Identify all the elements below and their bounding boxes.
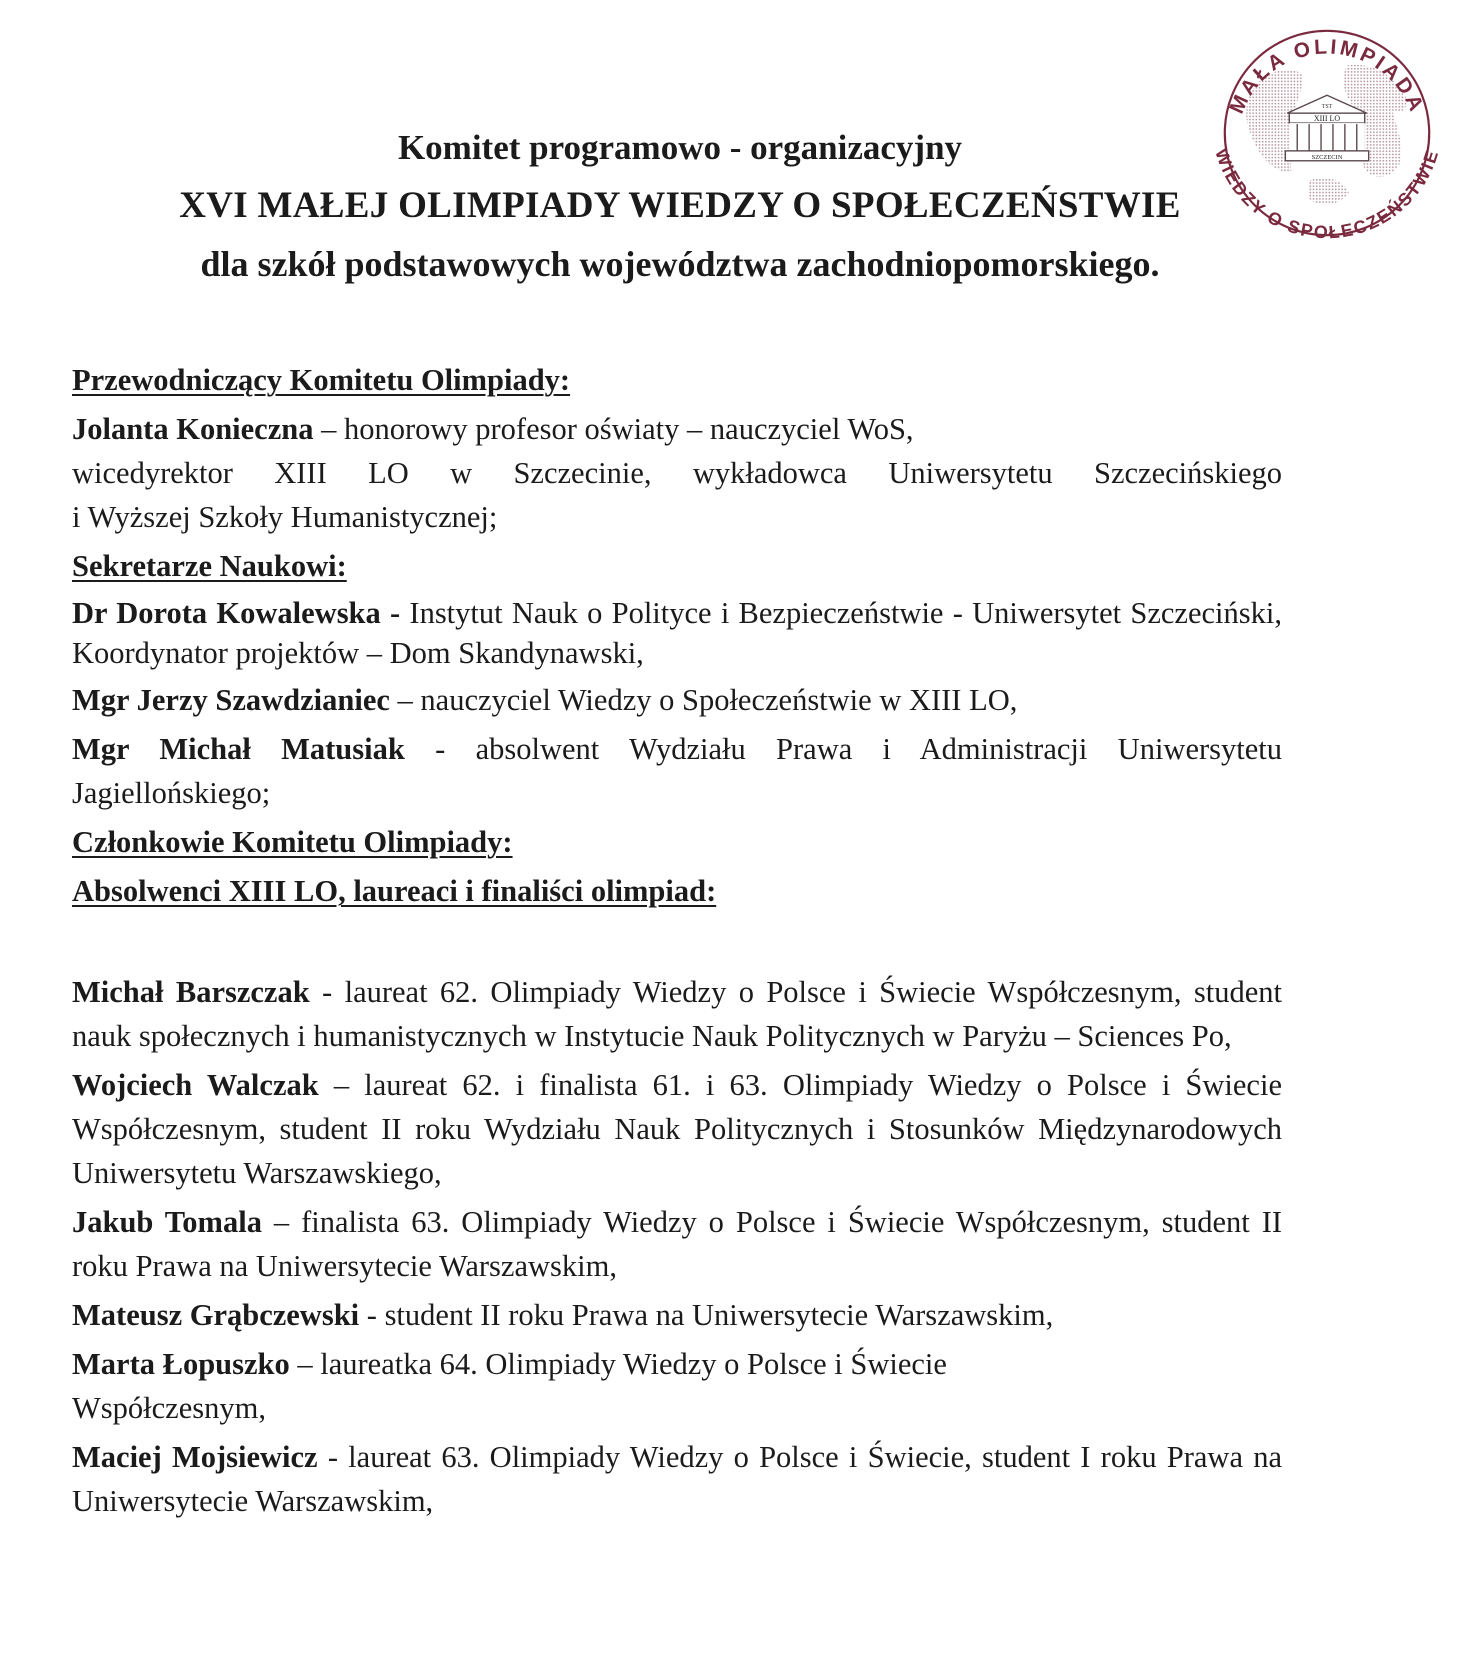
chair-line-3: i Wyższej Szkoły Humanistycznej; bbox=[72, 500, 498, 534]
title-line-3: dla szkół podstawowych województwa zachodniopomorskiego. bbox=[200, 244, 1160, 284]
secretary-desc: Instytut Nauk o Polityce i Bezpieczeństwie - Uniwersytet Szczeciński, Koordynator projektów – Dom Skandynawski, bbox=[72, 596, 1282, 670]
secretary-name: Mgr Jerzy Szawdzianiec bbox=[72, 683, 390, 717]
member-entry bbox=[72, 1200, 1282, 1288]
document-body bbox=[72, 356, 1282, 1528]
member-desc: - laureat 62. Olimpiady Wiedzy o Polsce i Świecie Współczesnym, student nauk społecznych i humanistycznych w Instytucie Nauk Politycznych w Paryżu – Sciences Po, bbox=[72, 975, 1282, 1053]
member-name: Maciej Mojsiewicz bbox=[72, 1440, 318, 1474]
member-entry-continued: Współczesnym, bbox=[72, 1391, 266, 1425]
title-line-1: Komitet programowo - organizacyjny bbox=[397, 128, 963, 167]
member-name: Marta Łopuszko bbox=[72, 1347, 290, 1381]
chair-desc-1: – honorowy profesor oświaty – nauczyciel WoS, bbox=[313, 412, 914, 446]
members-heading: Członkowie Komitetu Olimpiady: bbox=[72, 825, 513, 859]
members-subheading: Absolwenci XIII LO, laureaci i finaliści olimpiad: bbox=[72, 874, 717, 908]
secretary-name: Mgr Michał Matusiak bbox=[72, 732, 405, 766]
member-entry bbox=[72, 1293, 1282, 1337]
member-desc: - student II roku Prawa na Uniwersytecie Warszawskim, bbox=[359, 1298, 1054, 1332]
member-name: Mateusz Grąbczewski bbox=[72, 1298, 360, 1332]
secretary-desc: - absolwent Wydziału Prawa i Administracji Uniwersytetu Jagiellońskiego; bbox=[72, 732, 1282, 810]
member-name: Wojciech Walczak bbox=[72, 1068, 319, 1102]
member-name: Jakub Tomala bbox=[72, 1205, 262, 1239]
secretary-entry bbox=[72, 727, 1282, 815]
chair-line-2: wicedyrektor XIII LO w Szczecinie, wykładowca Uniwersytetu Szczecińskiego bbox=[72, 456, 1282, 490]
logo-bottom-text: WIEDZY O SPOŁECZEŃSTWIE bbox=[1211, 146, 1443, 243]
secretary-desc: – nauczyciel Wiedzy o Społeczeństwie w XIII LO, bbox=[389, 683, 1018, 717]
chair-line-1 bbox=[72, 407, 1282, 451]
member-name: Michał Barszczak bbox=[72, 975, 310, 1009]
logo-building-base: SZCZECIN bbox=[1311, 153, 1343, 161]
member-entry bbox=[72, 1342, 1282, 1386]
secretary-entry bbox=[72, 593, 1282, 673]
secretary-entry bbox=[72, 678, 1282, 722]
member-desc: - laureat 63. Olimpiady Wiedzy o Polsce i Świecie, student I roku Prawa na Uniwersytecie Warszawskim, bbox=[72, 1440, 1282, 1518]
chair-name: Jolanta Konieczna bbox=[72, 412, 314, 446]
member-desc: – laureatka 64. Olimpiady Wiedzy o Polsce i Świecie bbox=[289, 1347, 947, 1381]
logo-building-top: TST bbox=[1321, 104, 1333, 111]
member-entry bbox=[72, 1063, 1282, 1195]
chair-heading: Przewodniczący Komitetu Olimpiady: bbox=[72, 363, 571, 397]
member-desc: – finalista 63. Olimpiady Wiedzy o Polsce i Świecie Współczesnym, student II roku Prawa na Uniwersytecie Warszawskim, bbox=[72, 1205, 1283, 1283]
title-line-2: XVI MAŁEJ OLIMPIADY WIEDZY O SPOŁECZEŃSTWIE bbox=[179, 185, 1181, 226]
secretaries-heading: Sekretarze Naukowi: bbox=[72, 549, 347, 583]
secretary-name: Dr Dorota Kowalewska - bbox=[72, 596, 401, 630]
member-entry bbox=[72, 970, 1282, 1058]
member-desc: – laureat 62. i finalista 61. i 63. Olimpiady Wiedzy o Polsce i Świecie Współczesnym, student II roku Wydziału Nauk Politycznych i Stosunków Międzynarodowych Uniwersytetu Warszawskiego, bbox=[72, 1068, 1282, 1190]
member-entry bbox=[72, 1435, 1282, 1523]
logo-top-text: MAŁA OLIMPIADA bbox=[1225, 35, 1429, 118]
logo-building-mid: XIII LO bbox=[1313, 114, 1341, 124]
